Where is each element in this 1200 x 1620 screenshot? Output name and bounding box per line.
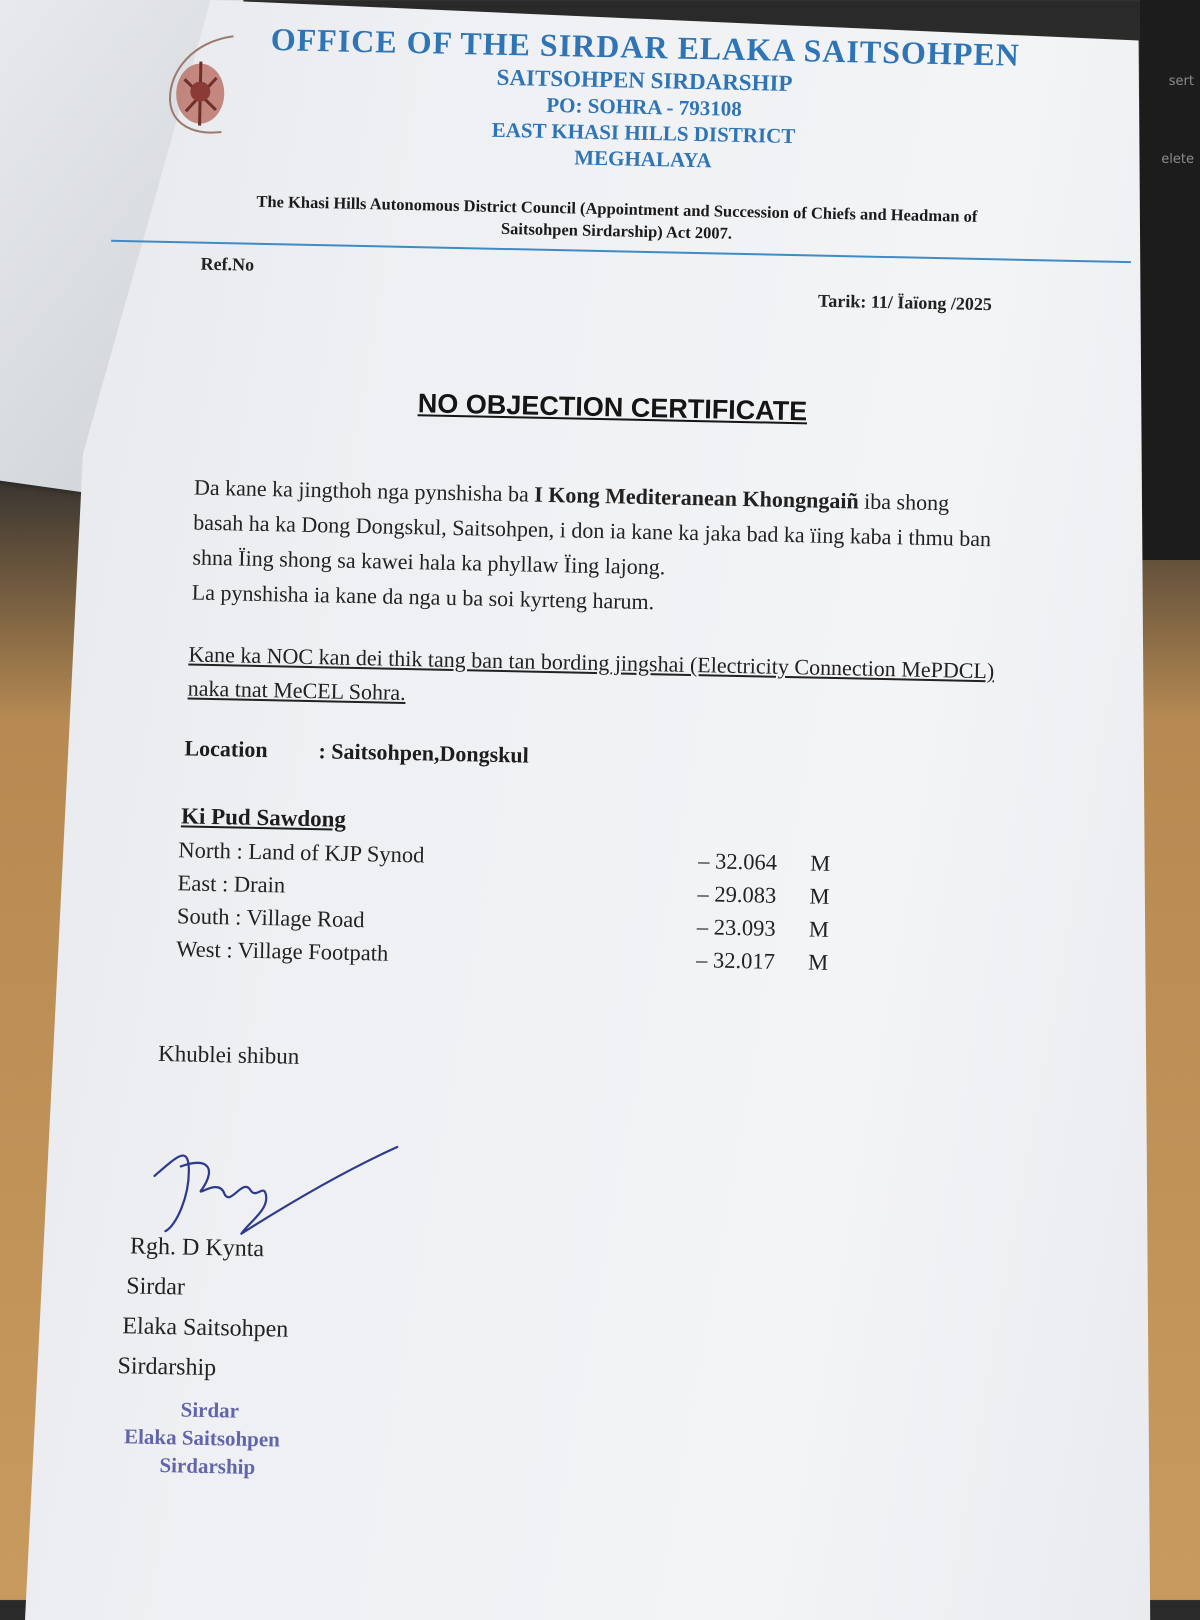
act-reference xyxy=(211,190,1022,251)
stamp-line-1: Sirdar xyxy=(180,1397,240,1423)
noc-purpose: Kane ka NOC kan dei thik tang ban tan bording jingshai (Electricity Connection MePDCL) naka tnat MeCEL Sohra. xyxy=(187,641,995,706)
body-text-details: iba shong basah ha ka Dong Dongskul, Saitsohpen, i don ia kane ka jaka bad ka ïing kaba i thmu ban shna Ïing shong sa kawei hala ka phyllaw Ïing lajong. xyxy=(192,488,992,580)
boundary-length: – 32.017 xyxy=(695,947,776,974)
boundary-unit: M xyxy=(809,850,831,876)
boundaries-list xyxy=(176,837,879,984)
boundary-side: South : Village Road xyxy=(176,903,365,933)
boundary-length: – 23.093 xyxy=(696,914,776,941)
signature-icon xyxy=(145,1136,407,1241)
boundary-side: West : Village Footpath xyxy=(176,936,389,966)
boundary-unit: M xyxy=(809,883,830,909)
official-stamp xyxy=(123,1394,281,1481)
ref-number: Ref.No xyxy=(200,253,255,275)
boundary-unit: M xyxy=(808,916,830,942)
state-name: MEGHALAYA xyxy=(574,145,712,173)
body-text-confirmation: La pynshisha ia kane da nga u ba soi kyrteng harum. xyxy=(191,579,655,615)
signatory-sirdarship: Sirdarship xyxy=(117,1353,217,1382)
location-label: Location xyxy=(184,735,268,763)
boundaries-heading: Ki Pud Sawdong xyxy=(180,803,347,832)
keyboard-key-delete: elete xyxy=(1161,152,1194,167)
location-line xyxy=(184,735,529,768)
district-name: EAST KHASI HILLS DISTRICT xyxy=(491,117,796,149)
act-line-2: Saitsohpen Sirdarship) Act 2007. xyxy=(500,218,733,243)
signatory-title: Sirdar xyxy=(125,1273,186,1301)
signatory-elaka: Elaka Saitsohpen xyxy=(122,1313,289,1343)
closing-greeting: Khublei shibun xyxy=(157,1040,300,1069)
signatory-block xyxy=(117,1226,290,1389)
location-value: : Saitsohpen,Dongskul xyxy=(318,738,530,768)
boundary-length: – 32.064 xyxy=(698,848,778,875)
certificate-title: NO OBJECTION CERTIFICATE xyxy=(417,388,808,427)
body-text-intro: Da kane ka jingthoh nga pynshisha ba xyxy=(193,474,535,507)
boundary-side: East : Drain xyxy=(177,870,286,898)
boundary-side: North : Land of KJP Synod xyxy=(178,837,425,868)
signatory-name: Rgh. D Kynta xyxy=(129,1233,265,1263)
office-title: OFFICE OF THE SIRDAR ELAKA SAITSOHPEN xyxy=(270,21,1021,73)
boundary-unit: M xyxy=(807,949,829,975)
body-paragraph xyxy=(191,470,1004,627)
act-line-1: The Khasi Hills Autonomous District Council (Appointment and Succession of Chiefs and Headman of xyxy=(256,191,978,226)
post-office: PO: SOHRA - 793108 xyxy=(546,92,742,121)
keyboard-key-insert: sert xyxy=(1168,74,1194,89)
sirdarship-name: SAITSOHPEN SIRDARSHIP xyxy=(496,64,793,96)
stamp-line-3: Sirdarship xyxy=(159,1453,256,1480)
applicant-name: I Kong Mediteranean Khongngaiñ xyxy=(533,481,859,514)
seal-emblem-icon xyxy=(161,31,243,143)
stamp-line-2: Elaka Saitsohpen xyxy=(123,1424,281,1452)
letterhead xyxy=(243,21,1046,181)
issue-date: Tarik: 11/ Ïaïong /2025 xyxy=(817,290,993,315)
boundary-length: – 29.083 xyxy=(697,881,777,908)
